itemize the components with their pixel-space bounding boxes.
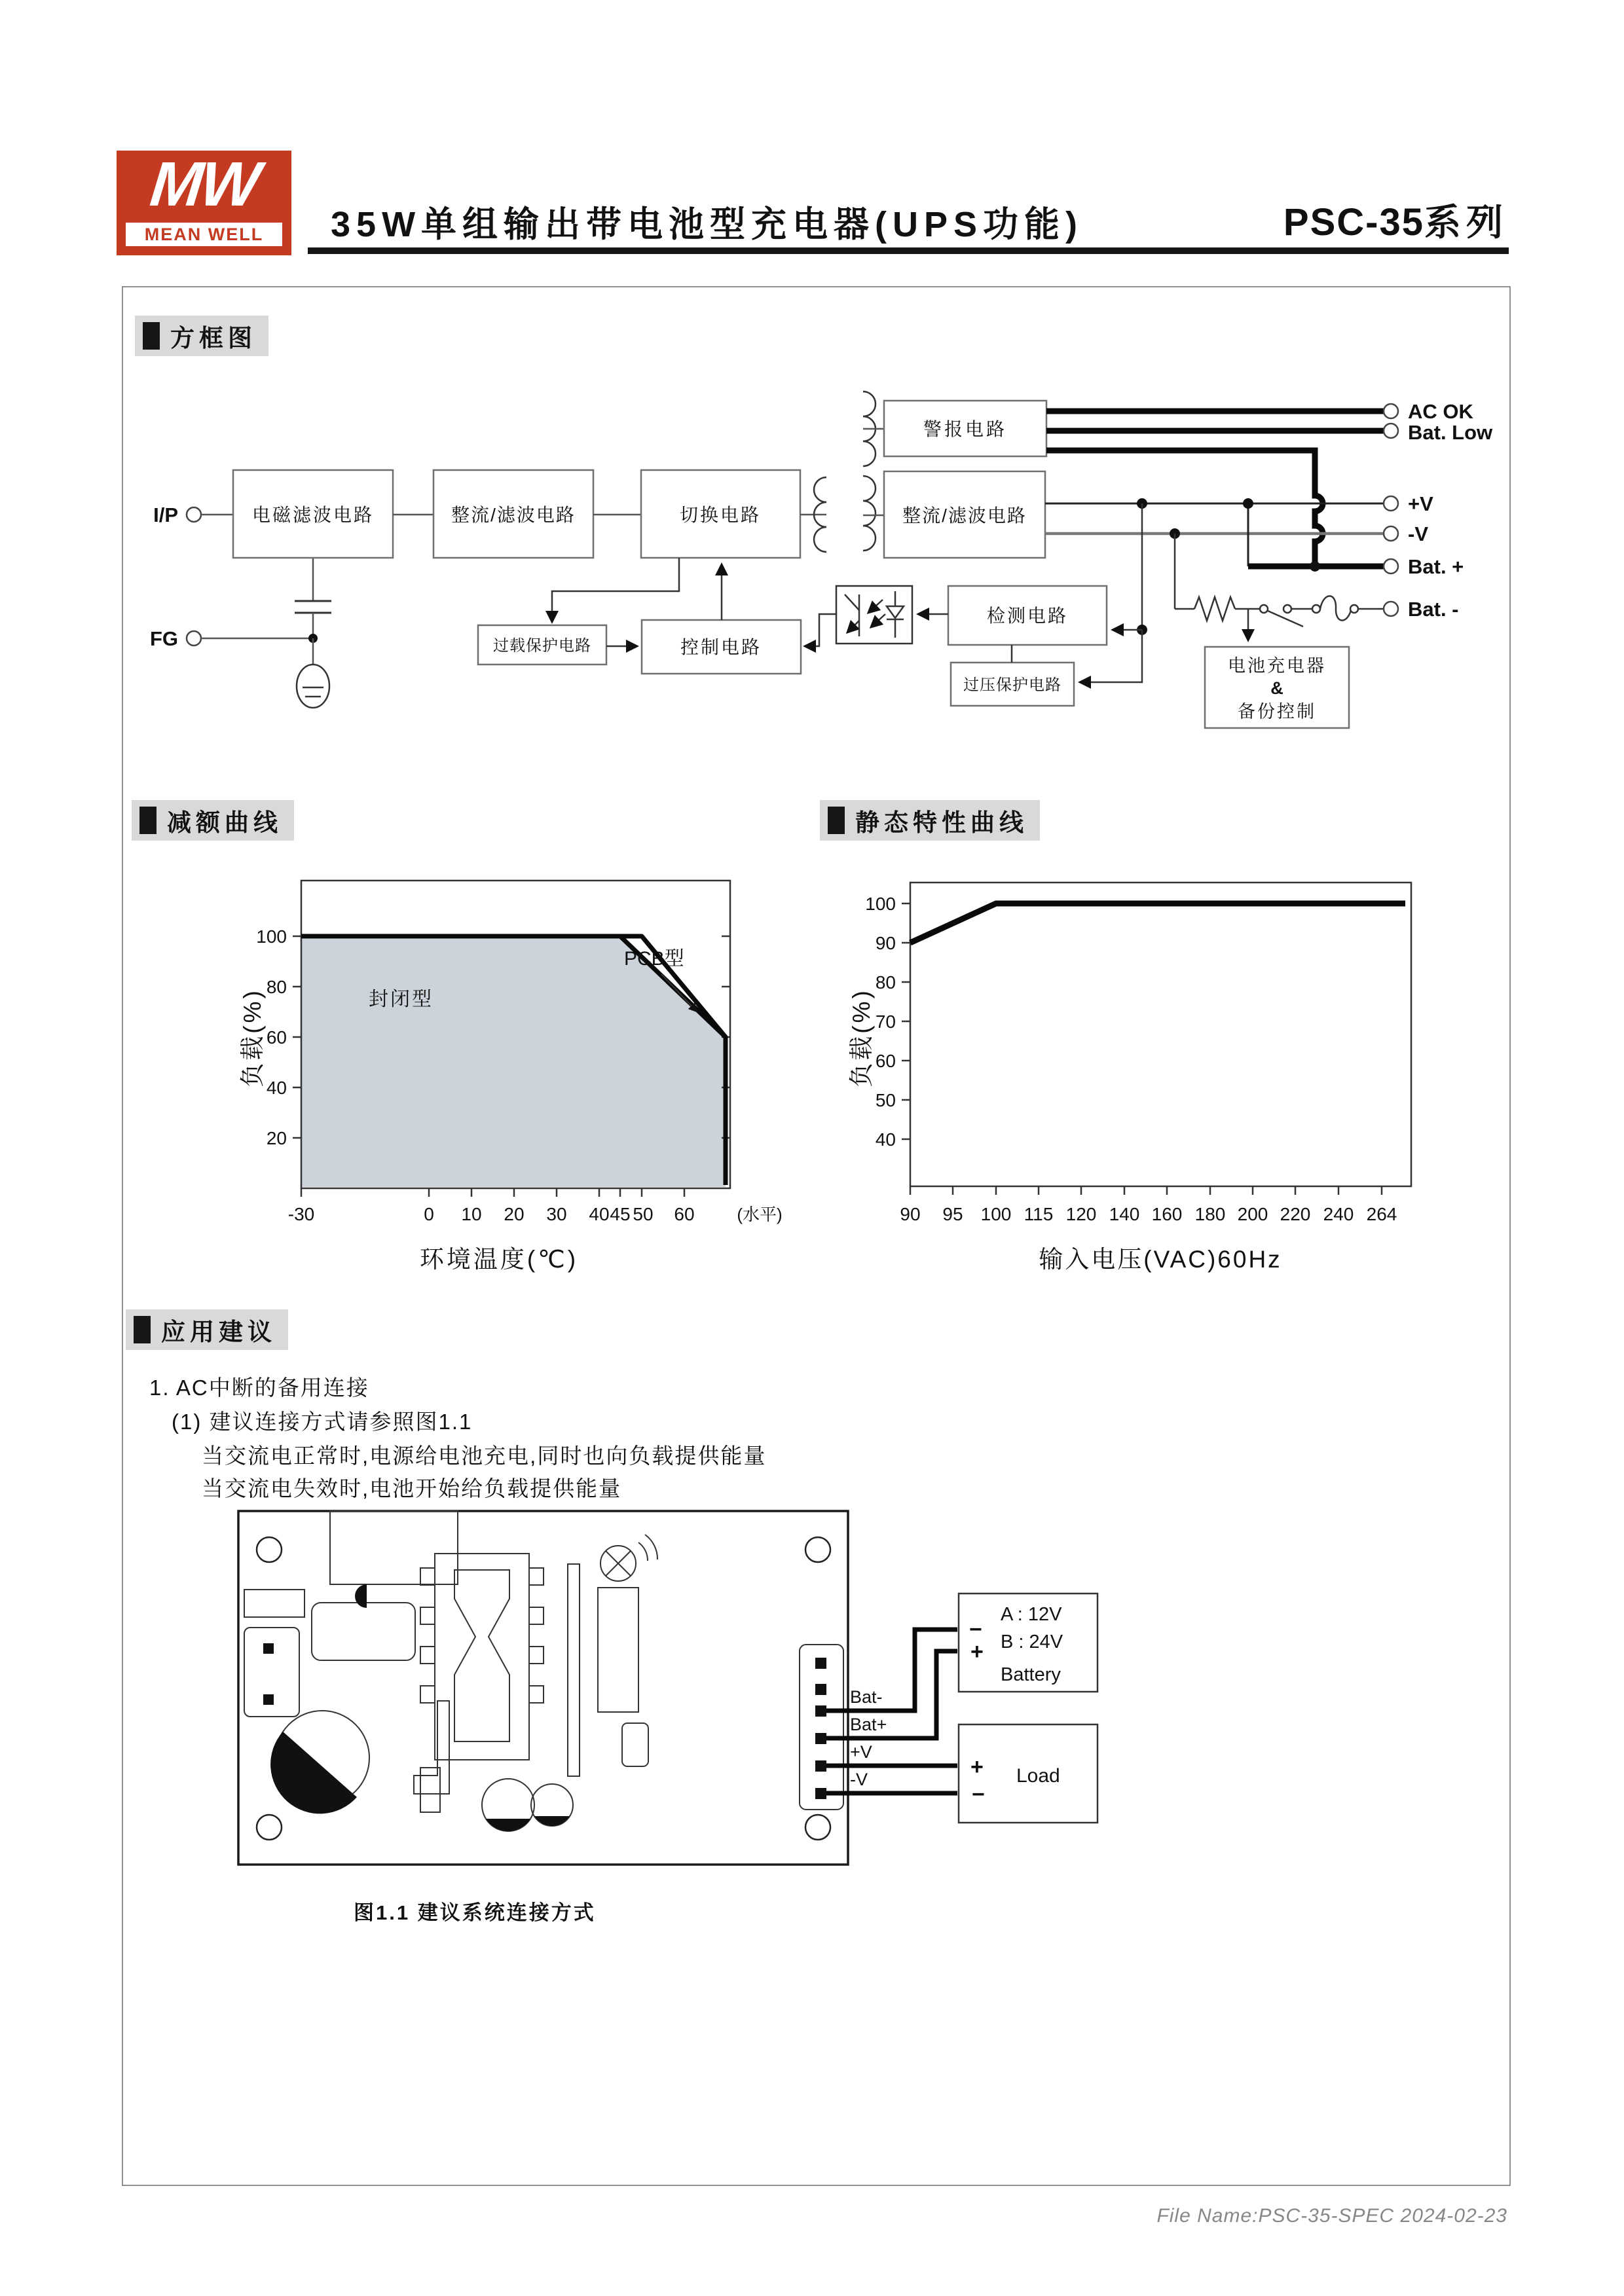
terminal-bat-low-label: Bat. Low bbox=[1408, 421, 1493, 444]
x-tick-label: 0 bbox=[424, 1204, 434, 1224]
x-tick-label: 264 bbox=[1366, 1204, 1397, 1224]
series-title bbox=[1283, 194, 1508, 246]
x-tick-label: 10 bbox=[461, 1204, 482, 1224]
x-tick-label: 140 bbox=[1109, 1204, 1140, 1224]
y-axis-title: 负载(%) bbox=[239, 988, 266, 1087]
fg-capacitor-earth bbox=[295, 558, 331, 708]
x-tick-label: 30 bbox=[546, 1204, 567, 1224]
application-line-4: 当交流电失效时,电池开始给负载提供能量 bbox=[202, 1476, 622, 1501]
y-tick-label: 40 bbox=[266, 1078, 287, 1098]
x-tick-label: 180 bbox=[1194, 1204, 1226, 1224]
application-line-3: 当交流电正常时,电源给电池充电,同时也向负载提供能量 bbox=[202, 1444, 767, 1468]
series-suffix: 系列 bbox=[1424, 202, 1508, 243]
overload-protection-label: 过载保护电路 bbox=[493, 637, 591, 655]
terminal-v-minus-label: -V bbox=[1408, 522, 1428, 545]
charger-label-1: 电池充电器 bbox=[1228, 656, 1326, 676]
y-tick-label: 80 bbox=[266, 977, 287, 997]
output-terminals bbox=[1384, 400, 1493, 621]
ovp-box bbox=[951, 663, 1074, 706]
x-tick-label: 50 bbox=[633, 1204, 654, 1224]
resistor-symbol bbox=[1194, 597, 1235, 621]
bat-minus-branch bbox=[1175, 534, 1384, 640]
battery-name: Battery bbox=[1001, 1664, 1061, 1685]
pcb-board bbox=[238, 1511, 848, 1865]
detection-label: 检测电路 bbox=[986, 606, 1069, 626]
x-tick-label: 115 bbox=[1024, 1204, 1054, 1224]
x-tick-label: 90 bbox=[900, 1204, 921, 1224]
control-box bbox=[642, 620, 801, 674]
y-tick-label: 90 bbox=[875, 933, 896, 953]
x-axis-ticks bbox=[301, 1188, 684, 1197]
x-tick-label: 20 bbox=[504, 1204, 525, 1224]
battery-option-a: A : 12V bbox=[1001, 1604, 1062, 1625]
application-line-1: 1. AC中断的备用连接 bbox=[149, 1376, 369, 1400]
battery-plus-sign: + bbox=[970, 1639, 984, 1664]
alarm-label: 警报电路 bbox=[923, 419, 1008, 439]
x-tick-label: 200 bbox=[1237, 1204, 1268, 1224]
title-underline bbox=[308, 247, 1509, 254]
terminal-ac-ok-label: AC OK bbox=[1408, 400, 1473, 423]
switching-label: 切换电路 bbox=[679, 505, 762, 525]
optocoupler-symbol bbox=[805, 586, 912, 646]
logo-mw-glyph: MW bbox=[147, 149, 261, 219]
y-axis-title: 负载(%) bbox=[848, 988, 875, 1087]
logo-brand-band bbox=[126, 223, 282, 246]
thermistor-symbol bbox=[1320, 596, 1352, 620]
pin-label-bat-minus: Bat- bbox=[850, 1687, 883, 1707]
x-tick-label: 60 bbox=[674, 1204, 695, 1224]
y-tick-label: 50 bbox=[875, 1090, 896, 1110]
load-minus-sign: − bbox=[972, 1782, 985, 1807]
switching-box bbox=[641, 470, 800, 558]
x-tick-label: 40 bbox=[589, 1204, 610, 1224]
rectifier-secondary-label: 整流/滤波电路 bbox=[902, 505, 1027, 526]
terminal-bat-plus-label: Bat. + bbox=[1408, 555, 1464, 578]
block-diagram bbox=[122, 286, 1508, 810]
section-label-text: 静态特性曲线 bbox=[855, 809, 1028, 836]
section-label-text: 减额曲线 bbox=[167, 809, 282, 836]
y-tick-label: 60 bbox=[266, 1027, 287, 1048]
x-tick-label: 160 bbox=[1151, 1204, 1183, 1224]
ip-label: I/P bbox=[153, 503, 178, 526]
pin-label-bat-plus: Bat+ bbox=[850, 1715, 887, 1734]
y-tick-label: 80 bbox=[875, 972, 896, 993]
terminal-bat-minus-label: Bat. - bbox=[1408, 598, 1459, 621]
series-model: PSC-35 bbox=[1283, 201, 1424, 244]
section-bullet-icon bbox=[828, 807, 845, 834]
alarm-box bbox=[884, 401, 1046, 456]
pcb-series-label: PCB型 bbox=[624, 948, 684, 970]
figure-caption: 图1.1 建议系统连接方式 bbox=[354, 1901, 596, 1924]
battery-box bbox=[959, 1594, 1098, 1692]
pin-label-v-minus: -V bbox=[850, 1770, 868, 1789]
transformer-symbol bbox=[800, 392, 884, 552]
y-tick-label: 20 bbox=[266, 1128, 287, 1148]
x-axis-title: 输入电压(VAC)60Hz bbox=[1039, 1246, 1282, 1273]
x-tick-label: 45 bbox=[610, 1204, 631, 1224]
terminal-v-plus-label: +V bbox=[1408, 492, 1433, 515]
input-fg-terminal bbox=[150, 627, 313, 650]
application-line-2: (1) 建议连接方式请参照图1.1 bbox=[172, 1410, 473, 1434]
rectifier-secondary-box bbox=[884, 471, 1045, 558]
emi-filter-label: 电磁滤波电路 bbox=[251, 505, 375, 525]
y-tick-label: 100 bbox=[256, 926, 287, 947]
charger-backup-box bbox=[1205, 647, 1349, 728]
footer-file-info: File Name:PSC-35-SPEC 2024-02-23 bbox=[1156, 2205, 1507, 2227]
x-axis-labels bbox=[900, 1204, 1397, 1224]
input-ip-terminal bbox=[153, 503, 233, 526]
output-connector bbox=[800, 1645, 843, 1810]
section-label-application bbox=[126, 1309, 288, 1350]
pin-label-v-plus: +V bbox=[850, 1742, 872, 1762]
overload-protection-box bbox=[478, 625, 606, 665]
section-label-text: 方框图 bbox=[170, 325, 257, 352]
x-axis-title: 环境温度(℃) bbox=[419, 1246, 579, 1273]
alarm-output-lines bbox=[1046, 411, 1384, 566]
y-axis-ticks bbox=[902, 903, 910, 1139]
control-label: 控制电路 bbox=[680, 637, 762, 657]
ovp-label: 过压保护电路 bbox=[963, 676, 1061, 694]
x-tick-label: 220 bbox=[1280, 1204, 1311, 1224]
battery-minus-sign: − bbox=[969, 1617, 982, 1642]
page-title: 35W单组输出带电池型充电器(UPS功能) bbox=[331, 205, 1084, 244]
charger-label-2: & bbox=[1270, 678, 1283, 698]
section-bullet-icon bbox=[139, 807, 157, 834]
x-tick-label: 100 bbox=[980, 1204, 1012, 1224]
static-curve-chart bbox=[805, 864, 1480, 1290]
x-tick-label: -30 bbox=[287, 1204, 315, 1224]
battery-option-b: B : 24V bbox=[1001, 1631, 1063, 1652]
y-tick-label: 60 bbox=[875, 1051, 896, 1071]
fg-label: FG bbox=[149, 627, 178, 650]
section-label-text: 应用建议 bbox=[161, 1319, 276, 1345]
x-axis-labels bbox=[288, 1204, 783, 1224]
enclosed-series-label: 封闭型 bbox=[369, 989, 434, 1010]
x-tick-label: 95 bbox=[942, 1204, 963, 1224]
rectifier-primary-label: 整流/滤波电路 bbox=[451, 505, 576, 525]
logo-brand-text: MEAN WELL bbox=[144, 224, 264, 244]
charger-label-3: 备份控制 bbox=[1238, 702, 1316, 721]
derating-chart bbox=[122, 864, 819, 1290]
load-box bbox=[959, 1724, 1098, 1823]
x-tick-label: 240 bbox=[1323, 1204, 1354, 1224]
y-tick-label: 100 bbox=[865, 894, 896, 914]
x-extra-label: (水平) bbox=[737, 1205, 783, 1224]
meanwell-logo bbox=[117, 151, 291, 255]
output-lines bbox=[1045, 498, 1384, 572]
y-tick-label: 40 bbox=[875, 1129, 896, 1150]
section-bullet-icon bbox=[134, 1316, 151, 1343]
x-axis-ticks bbox=[910, 1186, 1382, 1195]
rectifier-primary-box bbox=[434, 470, 593, 558]
y-tick-label: 70 bbox=[875, 1011, 896, 1032]
load-curve bbox=[910, 903, 1405, 943]
x-tick-label: 120 bbox=[1065, 1204, 1097, 1224]
load-plus-sign: + bbox=[970, 1755, 984, 1779]
detection-box bbox=[948, 586, 1107, 645]
load-name: Load bbox=[1016, 1765, 1060, 1787]
emi-filter-box bbox=[233, 470, 393, 558]
plot-frame bbox=[910, 883, 1411, 1186]
pcb-connection-figure bbox=[216, 1499, 1120, 1899]
